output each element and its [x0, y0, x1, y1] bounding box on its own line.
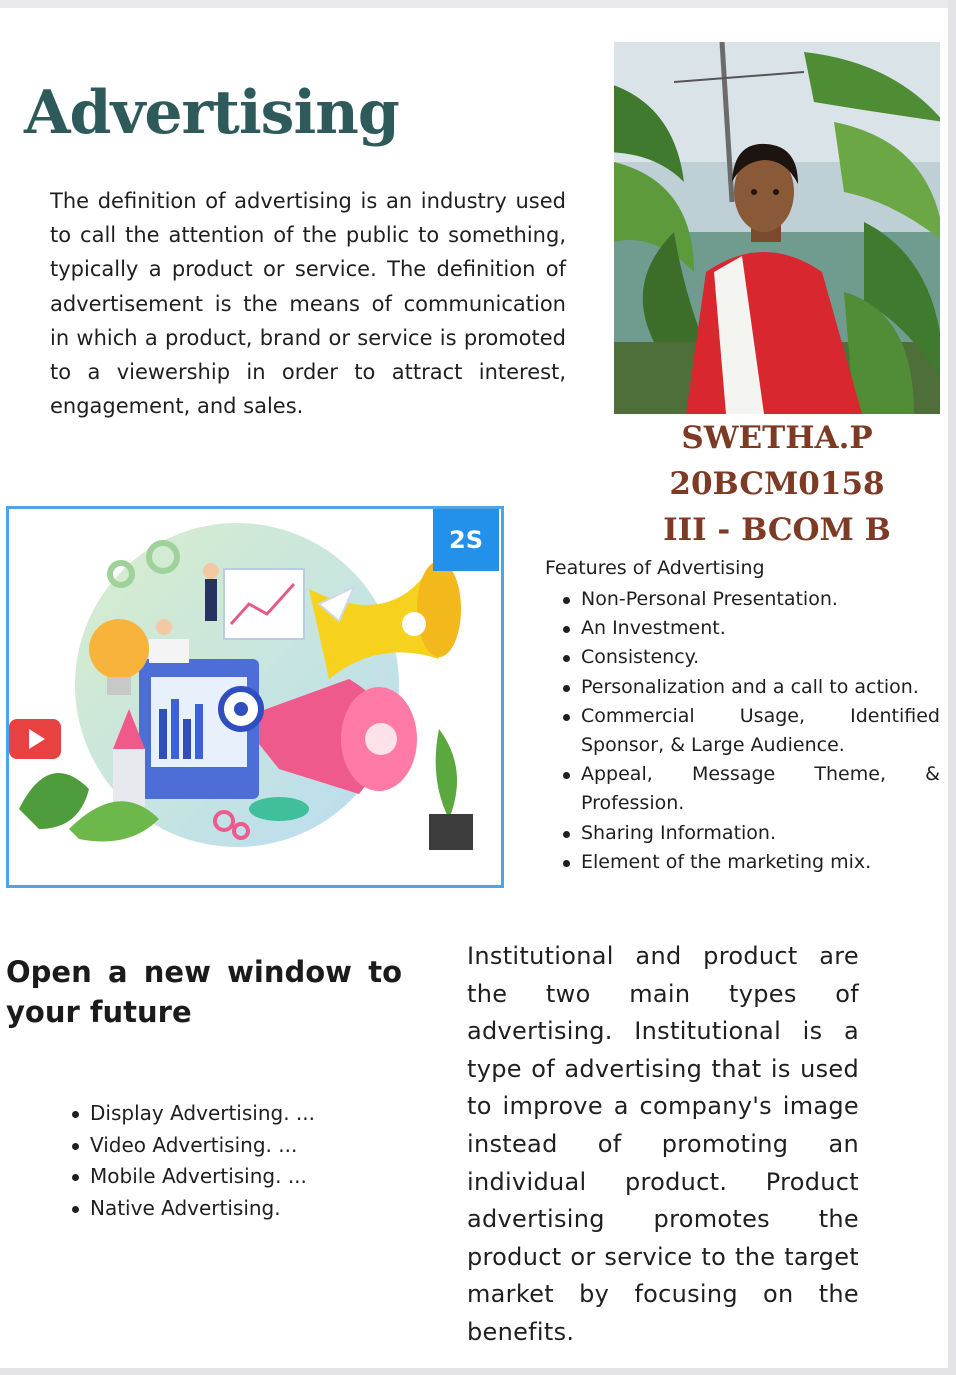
- advertising-illustration: [6, 506, 504, 888]
- author-name: SWETHA.P: [681, 420, 873, 456]
- features-list: [558, 585, 940, 877]
- list-item: Video Advertising. ...: [70, 1130, 315, 1162]
- list-item: Native Advertising.: [70, 1193, 315, 1225]
- page-edge-right: [948, 0, 956, 1375]
- author-photo: [614, 42, 940, 414]
- list-item: Element of the marketing mix.: [558, 848, 940, 877]
- list-item: Display Advertising. ...: [70, 1098, 315, 1130]
- author-class: III - BCOM B: [663, 512, 891, 548]
- list-item: Appeal, Message Theme, & Profession.: [558, 760, 940, 818]
- list-item: Personalization and a call to action.: [558, 673, 940, 702]
- list-item: Mobile Advertising. ...: [70, 1161, 315, 1193]
- list-item: An Investment.: [558, 614, 940, 643]
- features-title: Features of Advertising: [545, 557, 765, 579]
- advertising-types-list: [70, 1098, 315, 1224]
- brand-badge: 2S: [433, 509, 499, 571]
- page-title: Advertising: [24, 78, 399, 148]
- poster-page: [0, 8, 948, 1368]
- intro-paragraph: The definition of advertising is an industry used to call the attention of the public to something, typically a product or service. The definition of advertisement is the means of communication in which a product, brand or service is promoted to a viewership in order to attract interest, engagement, and sales.: [50, 189, 566, 419]
- tagline-heading: Open a new window to your future: [6, 955, 402, 1029]
- institutional-paragraph: Institutional and product are the two main types of advertising. Institutional is a type of advertising that is used to improve a company's image instead of promoting an individual product. Product advertising promotes the product or service to the target market by focusing on the benefits.: [467, 942, 859, 1346]
- list-item: Consistency.: [558, 643, 940, 672]
- author-roll-number: 20BCM0158: [669, 466, 885, 502]
- list-item: Sharing Information.: [558, 819, 940, 848]
- list-item: Commercial Usage, Identified Sponsor, & Large Audience.: [558, 702, 940, 760]
- page-edge-bottom: [0, 1368, 956, 1375]
- list-item: Non-Personal Presentation.: [558, 585, 940, 614]
